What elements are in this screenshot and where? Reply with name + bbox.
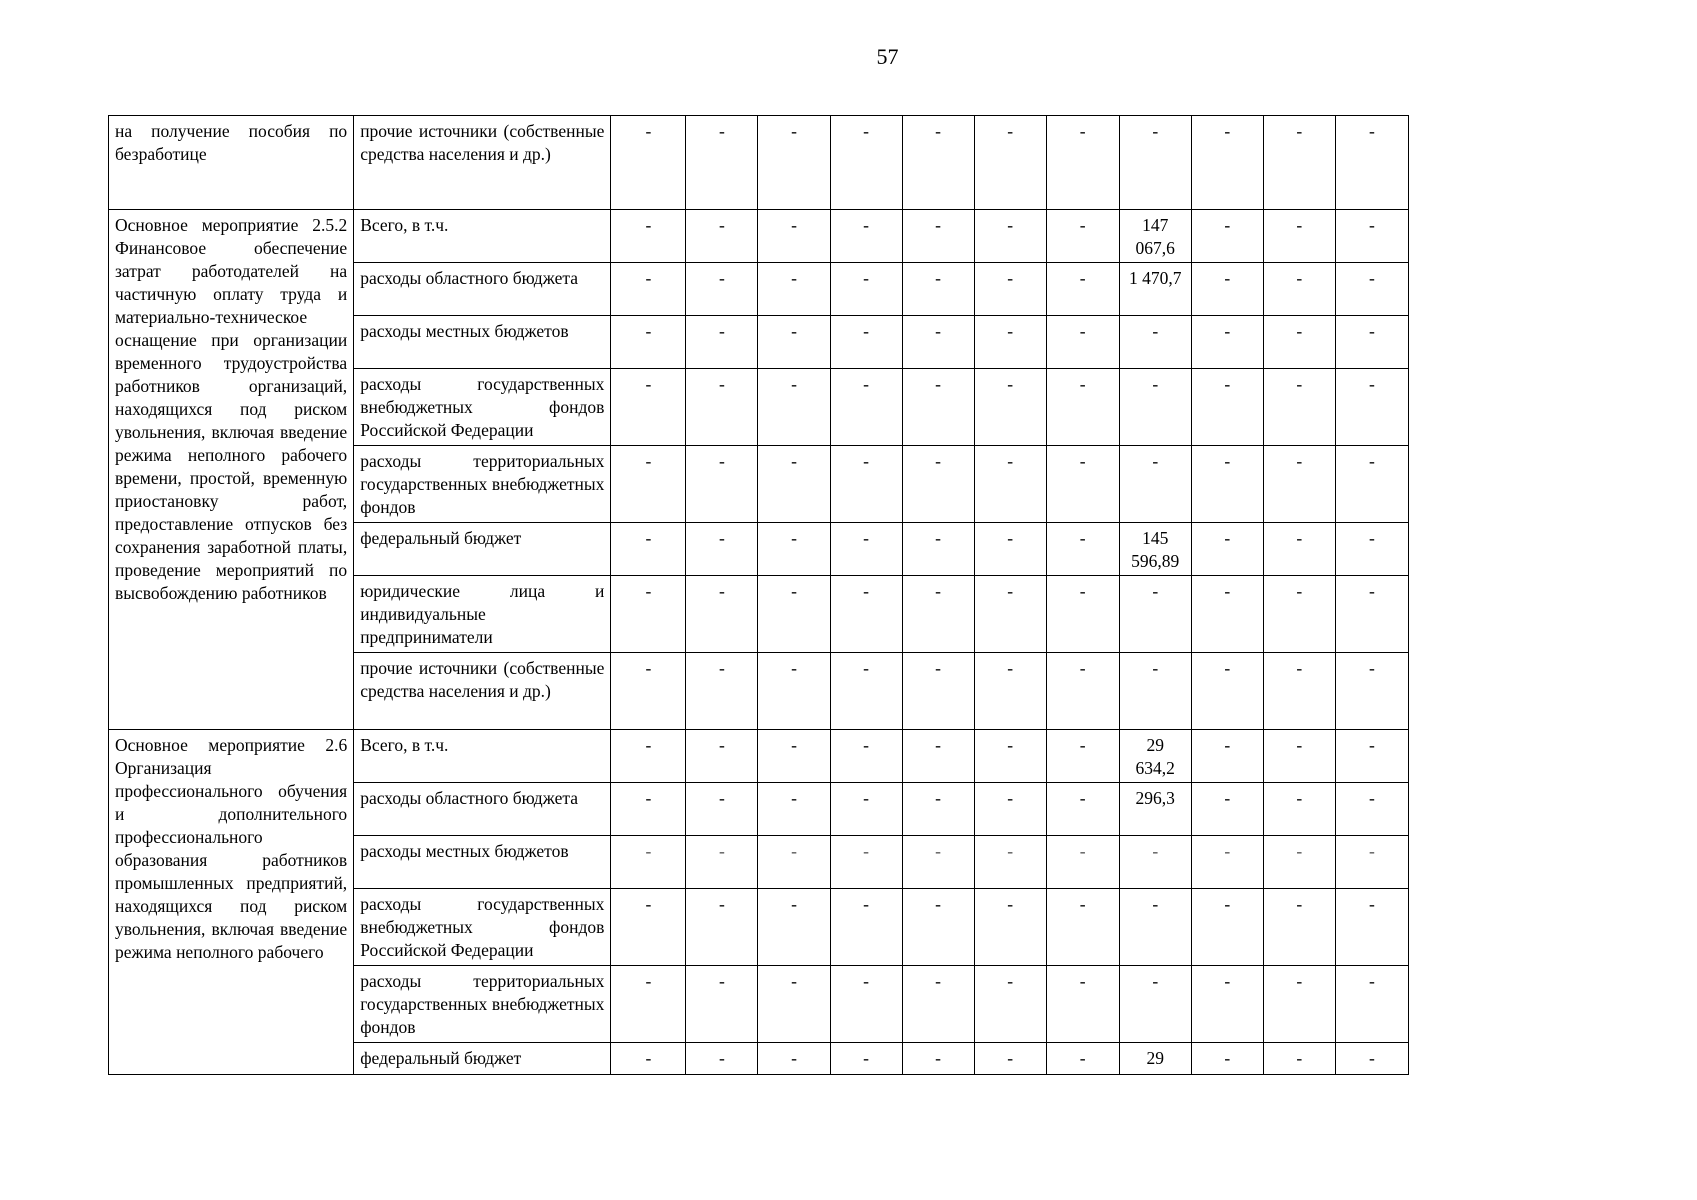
value-cell: -: [830, 653, 902, 730]
value-cell: 296,3: [1119, 783, 1191, 836]
value-cell: -: [830, 263, 902, 316]
value-cell: -: [1119, 116, 1191, 210]
value-cell: -: [1263, 783, 1335, 836]
value-cell: -: [1046, 446, 1119, 523]
value-cell: -: [1191, 369, 1263, 446]
table-row: [109, 116, 1409, 210]
value-cell: -: [1119, 446, 1191, 523]
value-cell: -: [902, 836, 974, 889]
value-cell: -: [1046, 369, 1119, 446]
funding-source-cell: расходы местных бюджетов: [354, 316, 611, 369]
value-cell: -: [1046, 653, 1119, 730]
funding-source-cell: федеральный бюджет: [354, 1043, 611, 1075]
value-cell: -: [974, 316, 1046, 369]
value-cell: -: [830, 1043, 902, 1075]
funding-source-cell: расходы государственных внебюджетных фондов Российской Федерации: [354, 889, 611, 966]
value-cell: -: [758, 116, 830, 210]
value-cell: -: [1046, 523, 1119, 576]
value-cell: -: [686, 369, 758, 446]
value-cell: -: [1263, 116, 1335, 210]
funding-source-cell: расходы территориальных государственных внебюджетных фондов: [354, 446, 611, 523]
value-cell: -: [1263, 263, 1335, 316]
value-cell: -: [974, 523, 1046, 576]
value-cell: -: [686, 446, 758, 523]
value-cell: -: [1335, 446, 1408, 523]
value-cell: -: [686, 1043, 758, 1075]
value-cell: -: [1335, 730, 1408, 783]
measure-cell: Основное мероприятие 2.6 Организация профессионального обучения и дополнительного профессионального образования работников промышленных предприятий, находящихся под риском увольнения, включая введение режима неполного рабочего: [109, 730, 354, 1075]
value-cell: -: [1335, 966, 1408, 1043]
value-cell: -: [758, 263, 830, 316]
value-cell: -: [1046, 576, 1119, 653]
value-cell: -: [830, 369, 902, 446]
value-cell: -: [830, 966, 902, 1043]
value-cell: -: [1191, 523, 1263, 576]
value-cell: -: [686, 730, 758, 783]
value-cell: -: [611, 116, 686, 210]
value-cell: -: [758, 653, 830, 730]
value-cell: -: [974, 889, 1046, 966]
value-cell: -: [1119, 889, 1191, 966]
value-cell: -: [830, 116, 902, 210]
value-cell: -: [1335, 783, 1408, 836]
value-cell: -: [686, 889, 758, 966]
budget-table-body: [109, 116, 1409, 1075]
funding-source-cell: федеральный бюджет: [354, 523, 611, 576]
value-cell: -: [902, 263, 974, 316]
value-cell: -: [1191, 889, 1263, 966]
value-cell: -: [758, 730, 830, 783]
value-cell: -: [830, 576, 902, 653]
value-cell: -: [1046, 316, 1119, 369]
value-cell: -: [902, 116, 974, 210]
value-cell: -: [1119, 653, 1191, 730]
value-cell: -: [974, 730, 1046, 783]
value-cell: -: [902, 783, 974, 836]
value-cell: -: [1046, 966, 1119, 1043]
value-cell: -: [1119, 316, 1191, 369]
value-cell: -: [758, 966, 830, 1043]
funding-source-cell: прочие источники (собственные средства населения и др.): [354, 116, 611, 210]
value-cell: -: [611, 210, 686, 263]
value-cell: -: [902, 576, 974, 653]
value-cell: -: [1335, 316, 1408, 369]
value-cell: 29 634,2: [1119, 730, 1191, 783]
value-cell: -: [1046, 889, 1119, 966]
value-cell: -: [1263, 836, 1335, 889]
value-cell: -: [830, 889, 902, 966]
value-cell: -: [974, 653, 1046, 730]
value-cell: -: [1119, 576, 1191, 653]
value-cell: -: [830, 210, 902, 263]
value-cell: -: [830, 316, 902, 369]
value-cell: -: [1335, 836, 1408, 889]
value-cell: -: [1046, 1043, 1119, 1075]
value-cell: 145 596,89: [1119, 523, 1191, 576]
value-cell: -: [611, 836, 686, 889]
value-cell: -: [1046, 836, 1119, 889]
value-cell: -: [974, 446, 1046, 523]
value-cell: -: [611, 369, 686, 446]
value-cell: -: [1046, 210, 1119, 263]
value-cell: -: [758, 369, 830, 446]
value-cell: -: [902, 966, 974, 1043]
value-cell: -: [1335, 369, 1408, 446]
value-cell: -: [902, 210, 974, 263]
value-cell: -: [1191, 783, 1263, 836]
value-cell: -: [1335, 889, 1408, 966]
funding-source-cell: расходы местных бюджетов: [354, 836, 611, 889]
value-cell: -: [686, 523, 758, 576]
value-cell: -: [1263, 1043, 1335, 1075]
value-cell: -: [1046, 116, 1119, 210]
value-cell: -: [686, 653, 758, 730]
value-cell: -: [686, 116, 758, 210]
value-cell: -: [1263, 210, 1335, 263]
value-cell: -: [686, 836, 758, 889]
value-cell: -: [1191, 653, 1263, 730]
value-cell: -: [758, 889, 830, 966]
value-cell: -: [974, 783, 1046, 836]
value-cell: -: [1335, 653, 1408, 730]
funding-source-cell: юридические лица и индивидуальные предприниматели: [354, 576, 611, 653]
value-cell: -: [1335, 210, 1408, 263]
funding-source-cell: расходы государственных внебюджетных фондов Российской Федерации: [354, 369, 611, 446]
value-cell: -: [1191, 316, 1263, 369]
value-cell: -: [974, 263, 1046, 316]
value-cell: -: [1191, 1043, 1263, 1075]
value-cell: -: [1263, 523, 1335, 576]
value-cell: -: [1263, 446, 1335, 523]
value-cell: -: [974, 836, 1046, 889]
value-cell: -: [974, 369, 1046, 446]
value-cell: -: [1335, 523, 1408, 576]
value-cell: -: [611, 1043, 686, 1075]
value-cell: -: [1191, 116, 1263, 210]
funding-source-cell: Всего, в т.ч.: [354, 210, 611, 263]
value-cell: -: [902, 889, 974, 966]
value-cell: -: [830, 730, 902, 783]
value-cell: -: [1191, 210, 1263, 263]
value-cell: -: [611, 316, 686, 369]
value-cell: 147 067,6: [1119, 210, 1191, 263]
value-cell: -: [686, 783, 758, 836]
value-cell: -: [830, 836, 902, 889]
value-cell: -: [611, 889, 686, 966]
measure-cell: на получение пособия по безработице: [109, 116, 354, 210]
value-cell: -: [1046, 730, 1119, 783]
value-cell: -: [830, 523, 902, 576]
value-cell: -: [611, 653, 686, 730]
value-cell: -: [902, 316, 974, 369]
value-cell: -: [1263, 889, 1335, 966]
value-cell: -: [758, 783, 830, 836]
funding-source-cell: расходы областного бюджета: [354, 263, 611, 316]
value-cell: -: [1263, 653, 1335, 730]
value-cell: -: [758, 210, 830, 263]
value-cell: -: [758, 316, 830, 369]
value-cell: 29: [1119, 1043, 1191, 1075]
value-cell: -: [902, 446, 974, 523]
value-cell: -: [830, 783, 902, 836]
value-cell: -: [611, 523, 686, 576]
value-cell: -: [902, 653, 974, 730]
value-cell: -: [758, 1043, 830, 1075]
value-cell: -: [611, 783, 686, 836]
value-cell: -: [611, 966, 686, 1043]
value-cell: -: [1191, 730, 1263, 783]
funding-source-cell: прочие источники (собственные средства населения и др.): [354, 653, 611, 730]
value-cell: -: [1263, 316, 1335, 369]
value-cell: -: [686, 210, 758, 263]
value-cell: -: [686, 966, 758, 1043]
value-cell: -: [611, 730, 686, 783]
value-cell: -: [1263, 966, 1335, 1043]
table-row: [109, 210, 1409, 263]
measure-cell: Основное мероприятие 2.5.2 Финансовое обеспечение затрат работодателей на частичную оплату труда и материально-техническое оснащение при организации временного трудоустройства работников организаций, находящихся под риском увольнения, включая введение режима неполного рабочего времени, простой, временную приостановку работ, предоставление отпусков без сохранения заработной платы, проведение мероприятий по высвобождению работников: [109, 210, 354, 730]
value-cell: -: [830, 446, 902, 523]
value-cell: -: [974, 966, 1046, 1043]
table-row: [109, 730, 1409, 783]
value-cell: -: [1191, 576, 1263, 653]
value-cell: -: [974, 576, 1046, 653]
value-cell: -: [902, 523, 974, 576]
funding-source-cell: Всего, в т.ч.: [354, 730, 611, 783]
funding-source-cell: расходы областного бюджета: [354, 783, 611, 836]
value-cell: -: [974, 116, 1046, 210]
value-cell: -: [902, 1043, 974, 1075]
value-cell: -: [1263, 730, 1335, 783]
value-cell: -: [1335, 263, 1408, 316]
value-cell: -: [1191, 263, 1263, 316]
value-cell: -: [902, 730, 974, 783]
value-cell: -: [1119, 836, 1191, 889]
value-cell: -: [758, 523, 830, 576]
value-cell: -: [1119, 966, 1191, 1043]
value-cell: -: [1119, 369, 1191, 446]
value-cell: -: [611, 446, 686, 523]
value-cell: -: [686, 576, 758, 653]
value-cell: -: [686, 263, 758, 316]
value-cell: -: [902, 369, 974, 446]
budget-table: [108, 115, 1409, 1075]
value-cell: -: [1335, 1043, 1408, 1075]
value-cell: -: [1263, 576, 1335, 653]
page-number: 57: [876, 44, 899, 69]
funding-source-cell: расходы территориальных государственных внебюджетных фондов: [354, 966, 611, 1043]
value-cell: -: [611, 263, 686, 316]
value-cell: -: [1191, 836, 1263, 889]
value-cell: -: [1335, 116, 1408, 210]
value-cell: 1 470,7: [1119, 263, 1191, 316]
value-cell: -: [758, 576, 830, 653]
value-cell: -: [1191, 966, 1263, 1043]
value-cell: -: [686, 316, 758, 369]
value-cell: -: [974, 1043, 1046, 1075]
value-cell: -: [758, 836, 830, 889]
value-cell: -: [974, 210, 1046, 263]
value-cell: -: [1335, 576, 1408, 653]
value-cell: -: [1191, 446, 1263, 523]
value-cell: -: [611, 576, 686, 653]
value-cell: -: [758, 446, 830, 523]
value-cell: -: [1046, 783, 1119, 836]
value-cell: -: [1046, 263, 1119, 316]
value-cell: -: [1263, 369, 1335, 446]
